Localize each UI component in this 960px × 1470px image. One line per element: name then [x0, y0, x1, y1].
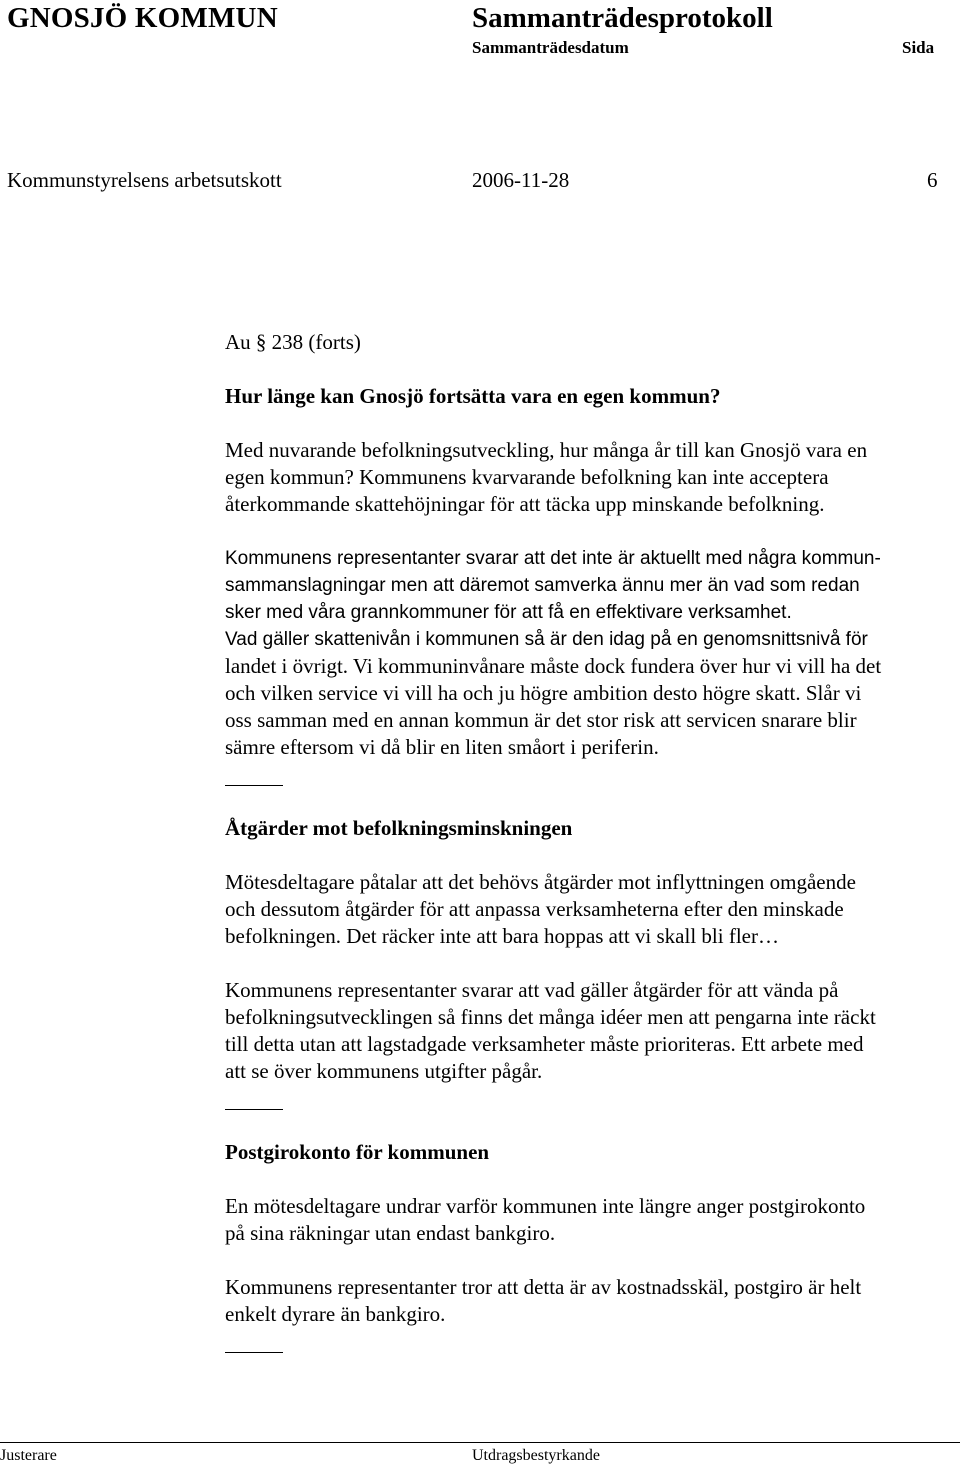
paragraph-participant-measures — [225, 869, 950, 950]
text-line: sker med våra grannkommuner för att få en effektivare verksamhet. — [225, 602, 792, 623]
heading-population-measures: Åtgärder mot befolkningsminskningen — [225, 816, 573, 840]
text-line: befolkningsutvecklingen så finns det många idéer men att pengarna inte räckt — [225, 1005, 876, 1029]
footer-utdragsbestyrkande: Utdragsbestyrkande — [472, 1447, 600, 1464]
text-line: Vad gäller skattenivån i kommunen så är den idag på en genomsnittsnivå för — [225, 629, 868, 650]
text-line: enkelt dyrare än bankgiro. — [225, 1302, 446, 1326]
text-line: återkommande skattehöjningar för att täcka upp minskande befolkning. — [225, 492, 825, 516]
paragraph-population-question — [225, 437, 950, 518]
text-line: och vilken service vi vill ha och ju högre ambition desto högre skatt. Slår vi — [225, 681, 862, 705]
page-number: 6 — [927, 168, 938, 192]
text-line: Mötesdeltagare påtalar att det behövs åtgärder mot inflyttningen omgående — [225, 870, 856, 894]
text-line: egen kommun? Kommunens kvarvarande befolkning kan inte acceptera — [225, 465, 829, 489]
text-line: sämre eftersom vi då blir en liten småort i periferin. — [225, 735, 659, 759]
text-line: befolkningen. Det räcker inte att bara hoppas att vi skall bli fler… — [225, 924, 779, 948]
text-line: att se över kommunens utgifter pågår. — [225, 1059, 543, 1083]
text-line: Kommunens representanter svarar att vad gäller åtgärder för att vända på — [225, 978, 839, 1002]
text-line: Med nuvarande befolkningsutveckling, hur många år till kan Gnosjö vara en — [225, 438, 868, 462]
heading-postgiro: Postgirokonto för kommunen — [225, 1140, 490, 1164]
date-label: Sammanträdesdatum — [472, 38, 629, 57]
section-separator — [225, 1352, 283, 1353]
committee-name: Kommunstyrelsens arbetsutskott — [7, 168, 282, 192]
heading-kommun-future: Hur länge kan Gnosjö fortsätta vara en egen kommun? — [225, 384, 721, 408]
text-line: sammanslagningar men att däremot samverka ännu mer än vad som redan — [225, 575, 860, 596]
text-line: till detta utan att lagstadgade verksamheter måste prioriteras. Ett arbete med — [225, 1032, 864, 1056]
text-line: En mötesdeltagare undrar varför kommunen inte längre anger postgirokonto — [225, 1194, 866, 1218]
paragraph-postgiro-question — [225, 1193, 950, 1247]
footer-rule — [0, 1442, 960, 1443]
footer-justerare: Justerare — [0, 1447, 57, 1464]
text-line: Kommunens representanter tror att detta är av kostnadsskäl, postgiro är helt — [225, 1275, 862, 1299]
text-line: Kommunens representanter svarar att det inte är aktuellt med några kommun- — [225, 548, 881, 569]
meeting-date: 2006-11-28 — [472, 168, 570, 192]
paragraph-representatives-measures — [225, 977, 950, 1085]
protocol-body — [225, 329, 950, 1355]
section-separator — [225, 1109, 283, 1110]
text-line: och dessutom åtgärder för att anpassa verksamheterna efter den minskade — [225, 897, 844, 921]
paragraph-representatives-answer — [225, 545, 950, 761]
page-label: Sida — [902, 38, 935, 57]
section-separator — [225, 785, 283, 786]
text-line: oss samman med en annan kommun är det stor risk att servicen snarare blir — [225, 708, 857, 732]
text-line: på sina räkningar utan endast bankgiro. — [225, 1221, 556, 1245]
paragraph-postgiro-answer — [225, 1274, 950, 1328]
section-reference: Au § 238 (forts) — [225, 330, 361, 354]
org-name: GNOSJÖ KOMMUN — [7, 2, 278, 34]
document-type: Sammanträdesprotokoll — [472, 2, 773, 34]
text-line: landet i övrigt. Vi kommuninvånare måste dock fundera över hur vi vill ha det — [225, 654, 882, 678]
